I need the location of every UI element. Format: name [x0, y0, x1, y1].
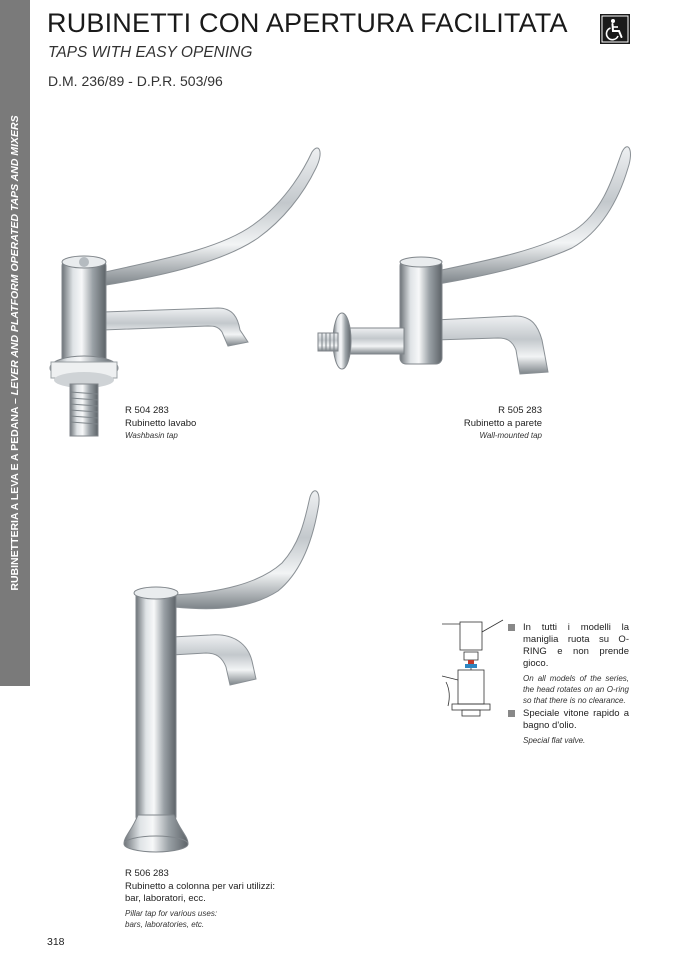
feature-text-it: Speciale vitone rapido a bagno d'olio. — [523, 708, 629, 731]
product-caption-r506283 — [125, 868, 275, 930]
feature-text-en: Special flat valve. — [523, 736, 586, 745]
side-tab-text — [5, 21, 25, 685]
product-name-it: Rubinetto lavabo — [125, 417, 197, 429]
norms-reference: D.M. 236/89 - D.P.R. 503/96 — [48, 73, 223, 89]
product-name-it: Rubinetto a parete — [463, 417, 542, 429]
bullet-square-icon — [508, 624, 515, 631]
feature-text-it: In tutti i modelli la maniglia ruota su O-RING e non prende gioco. — [523, 622, 629, 669]
page-subtitle: TAPS WITH EASY OPENING — [48, 44, 253, 61]
product-name-en: Washbasin tap — [125, 431, 178, 440]
wall-mounted-tap-image — [310, 140, 640, 385]
feature-text-en: On all models of the series, the head rotates on an O-ring so that there is no clearance. — [523, 674, 629, 705]
side-tab — [0, 0, 30, 686]
side-tab-title-it: RUBINETTERIA A LEVA E A PEDANA — [9, 406, 21, 591]
product-name-it-cont: bar, laboratori, ecc. — [125, 893, 206, 904]
product-caption-r504283 — [125, 405, 196, 441]
bullet-square-icon — [508, 710, 515, 717]
page-title: RUBINETTI CON APERTURA FACILITATA — [47, 8, 568, 38]
side-tab-title-en: LEVER AND PLATFORM OPERATED TAPS AND MIXERS — [9, 115, 21, 396]
product-caption-r505283 — [400, 405, 542, 441]
washbasin-tap-image — [48, 140, 328, 445]
feature-bullet-oring — [523, 622, 629, 706]
product-code: R 505 283 — [498, 405, 542, 416]
product-code: R 506 283 — [125, 868, 169, 879]
product-name-en: Wall-mounted tap — [479, 431, 542, 440]
pillar-tap-image — [110, 485, 340, 860]
cross-section-diagram — [440, 618, 505, 720]
feature-bullet-valve — [523, 708, 629, 746]
product-name-en-cont: bars, laboratories, etc. — [125, 919, 205, 929]
wheelchair-accessibility-icon — [600, 14, 630, 44]
product-name-it: Rubinetto a colonna per vari utilizzi: — [125, 880, 275, 892]
product-name-en: Pillar tap for various uses: — [125, 908, 218, 918]
side-tab-separator: – — [9, 395, 21, 407]
product-code: R 504 283 — [125, 405, 169, 416]
page-number: 318 — [47, 936, 65, 948]
